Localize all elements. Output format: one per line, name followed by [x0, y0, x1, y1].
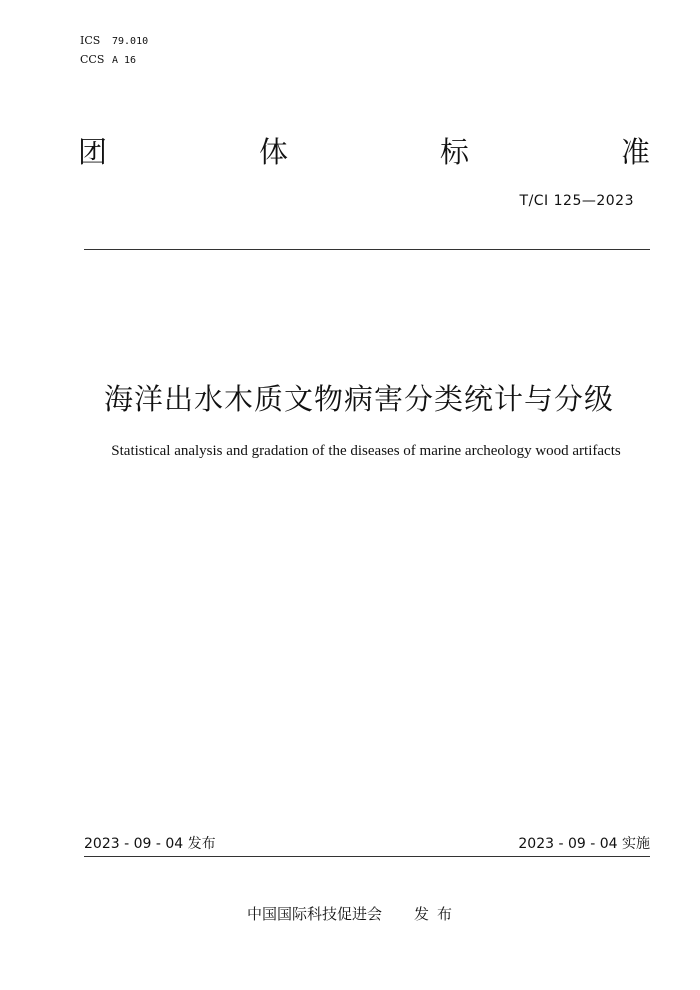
issue-date: 2023 - 09 - 04 发布 — [84, 836, 216, 852]
ccs-code-line — [80, 53, 136, 68]
standard-type-char: 准 — [620, 135, 650, 169]
document-title-english: Statistical analysis and gradation of the diseases of marine archeology wood artifacts — [111, 443, 621, 459]
ccs-label: CCS — [80, 53, 105, 66]
issuing-organization: 中国国际科技促进会 — [247, 905, 383, 923]
standard-type-char: 标 — [439, 135, 469, 169]
ics-label: ICS — [80, 34, 101, 47]
standard-number: T/CI 125—2023 — [519, 193, 634, 209]
publish-label: 发布 — [414, 905, 461, 923]
implementation-date: 2023 - 09 - 04 实施 — [518, 836, 650, 852]
standard-type-char: 团 — [78, 135, 108, 169]
standard-type-char: 体 — [258, 135, 288, 169]
ics-value: 79.010 — [112, 36, 149, 47]
document-title-chinese: 海洋出水木质文物病害分类统计与分级 — [103, 382, 614, 416]
bottom-divider — [84, 856, 650, 857]
issuer-line — [247, 904, 460, 924]
standard-type-heading — [78, 134, 650, 170]
top-divider — [84, 249, 650, 250]
ccs-value: A 16 — [112, 55, 137, 66]
ics-code-line — [80, 34, 148, 49]
